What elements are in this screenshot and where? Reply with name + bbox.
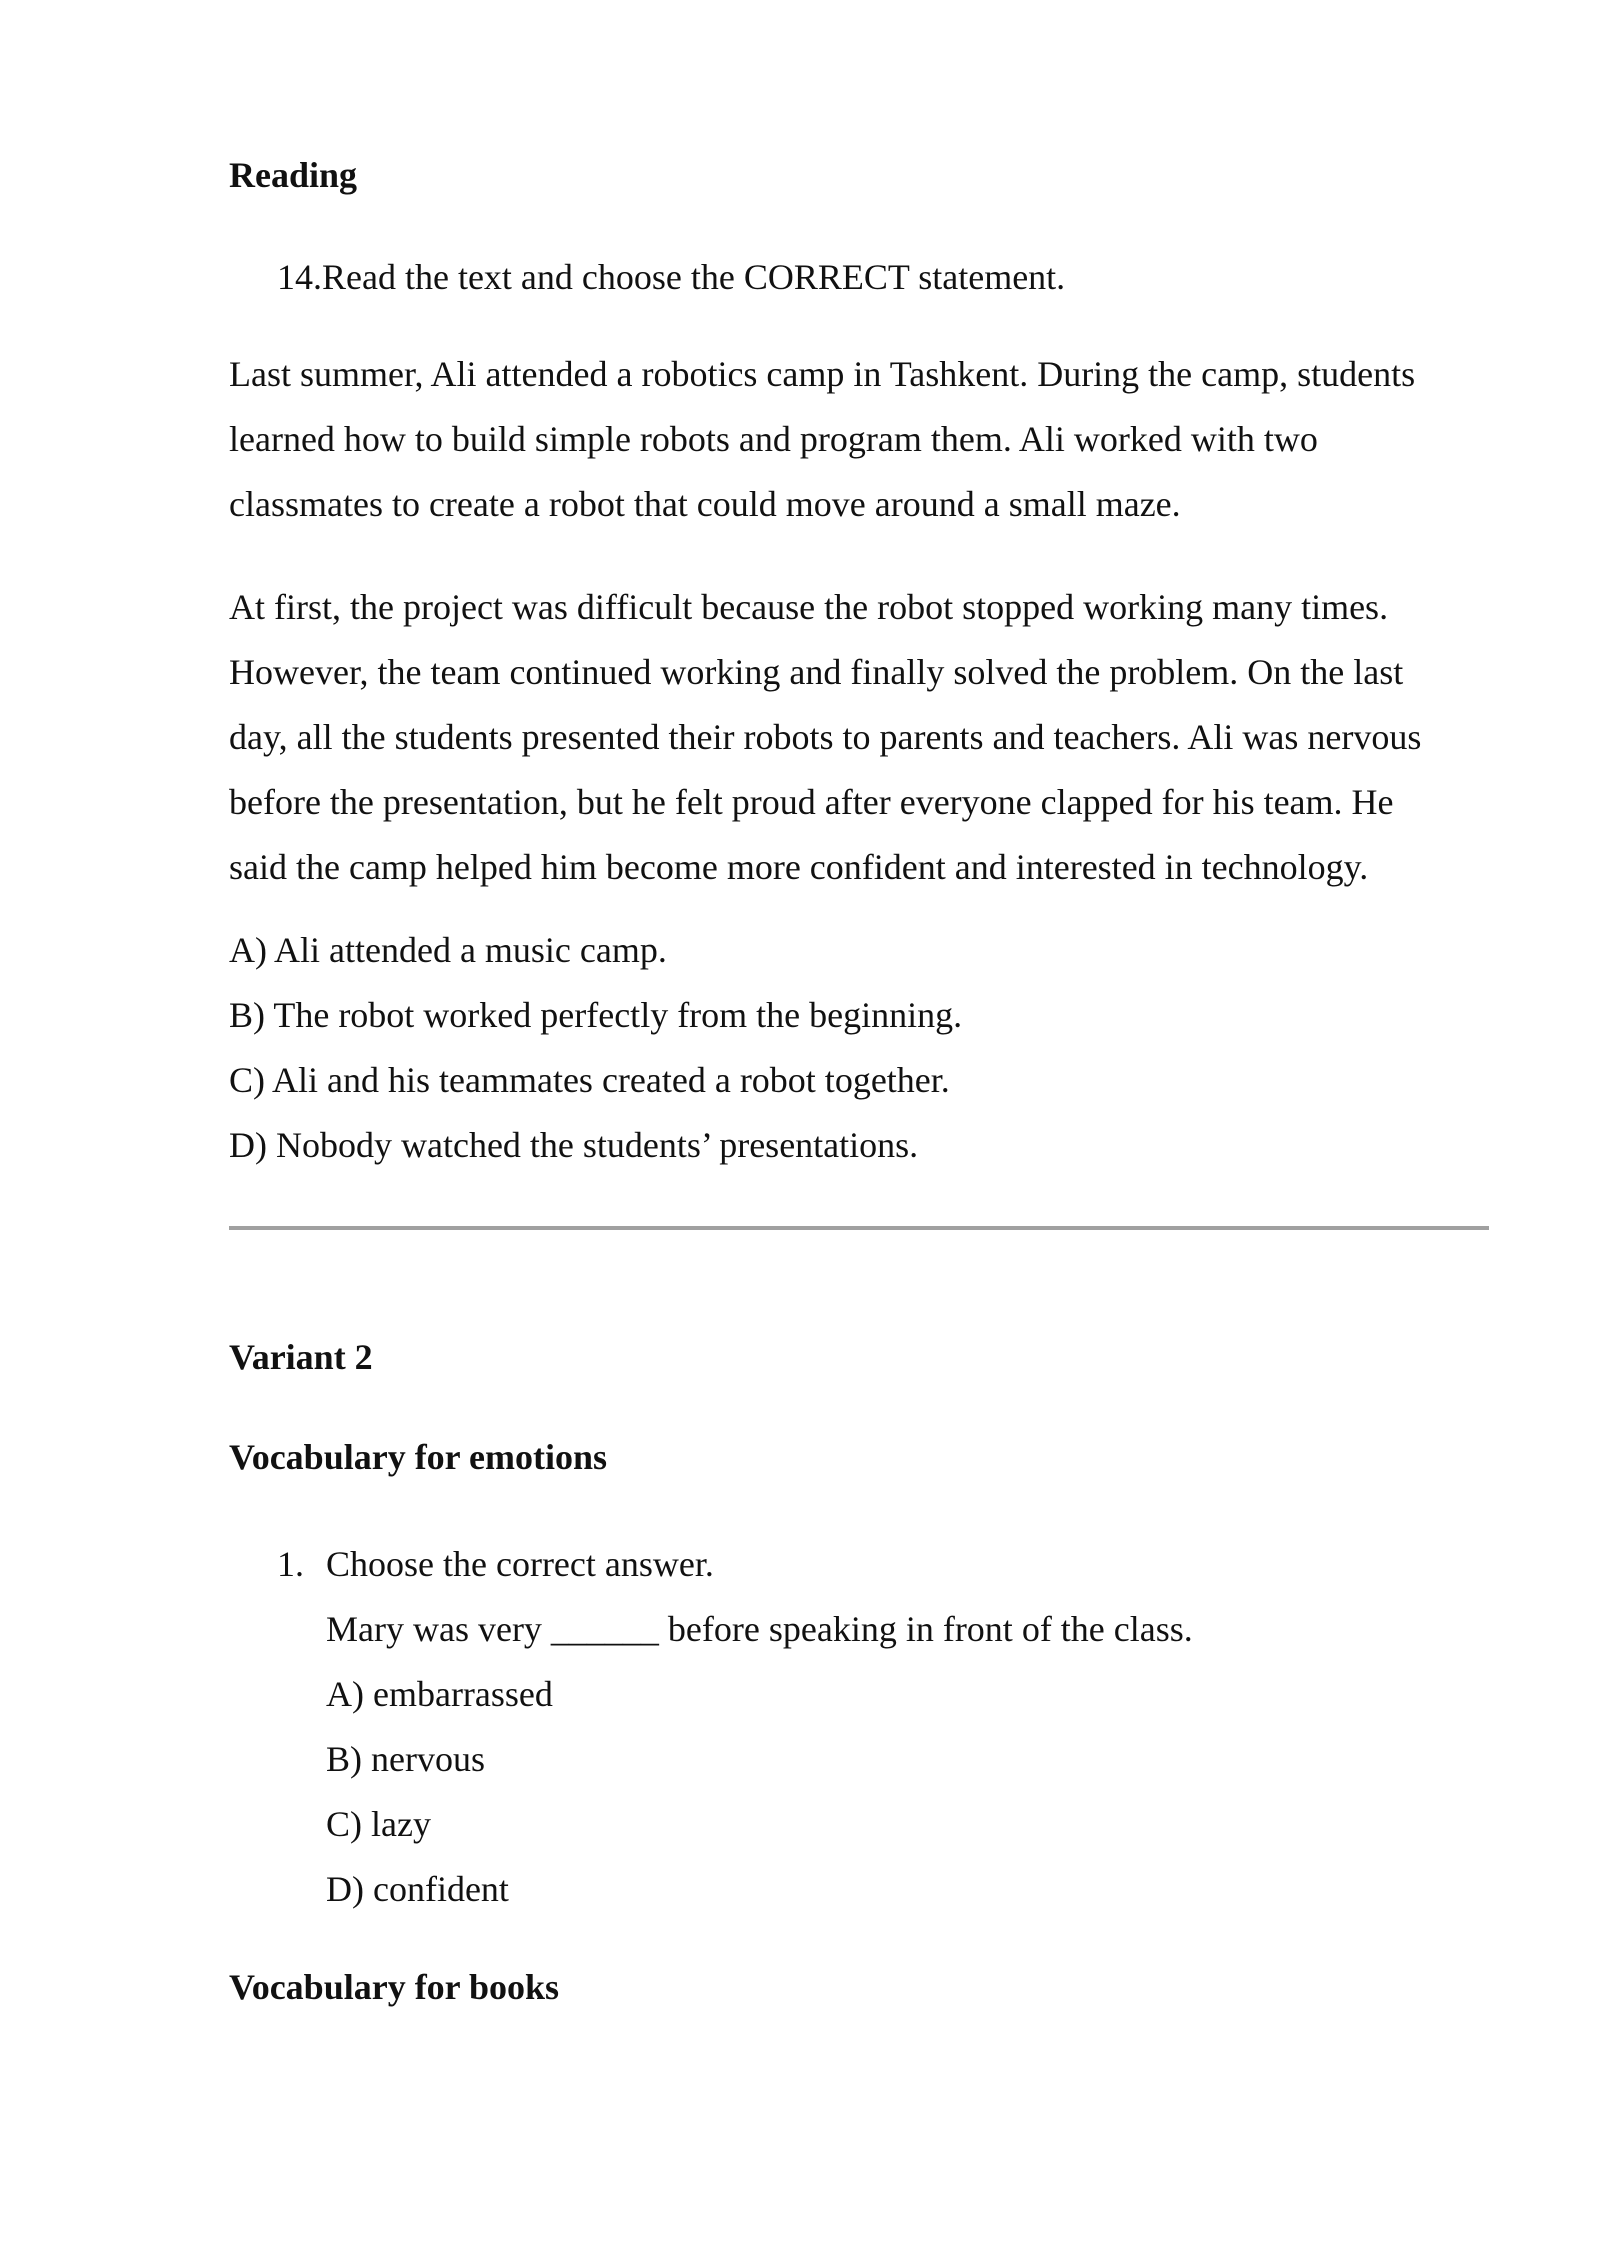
option-b: B) nervous	[326, 1739, 485, 1779]
reading-heading: Reading	[229, 155, 358, 195]
passage-line: At first, the project was difficult because the robot stopped working many times.	[229, 587, 1389, 627]
passage-line: learned how to build simple robots and program them. Ali worked with two	[229, 419, 1318, 459]
reading-passage-paragraph-2	[229, 575, 1489, 900]
passage-line: However, the team continued working and finally solved the problem. On the last	[229, 652, 1404, 692]
passage-line: said the camp helped him become more confident and interested in technology.	[229, 847, 1369, 887]
option-a: A) Ali attended a music camp.	[229, 930, 667, 970]
reading-passage-paragraph-1	[229, 342, 1489, 537]
emotions-question-1	[229, 1532, 1489, 1922]
option-d: D) confident	[326, 1869, 509, 1909]
option-a: A) embarrassed	[326, 1674, 553, 1714]
passage-line: before the presentation, but he felt proud after everyone clapped for his team. He	[229, 782, 1394, 822]
emotions-options	[326, 1662, 1489, 1922]
passage-line: classmates to create a robot that could move around a small maze.	[229, 484, 1181, 524]
variant-heading: Variant 2	[229, 1337, 373, 1377]
passage-line: day, all the students presented their robots to parents and teachers. Ali was nervous	[229, 717, 1422, 757]
option-b: B) The robot worked perfectly from the beginning.	[229, 995, 963, 1035]
option-d: D) Nobody watched the students’ presentations.	[229, 1125, 919, 1165]
question-number: 1.	[277, 1544, 304, 1584]
reading-options	[229, 918, 1489, 1178]
option-c: C) lazy	[326, 1804, 431, 1844]
option-c: C) Ali and his teammates created a robot together.	[229, 1060, 950, 1100]
document-content	[229, 148, 1489, 2014]
passage-line: Last summer, Ali attended a robotics camp in Tashkent. During the camp, students	[229, 354, 1416, 394]
question-instruction: Choose the correct answer.	[326, 1544, 714, 1584]
reading-question: 14.Read the text and choose the CORRECT statement.	[277, 257, 1066, 297]
emotions-heading: Vocabulary for emotions	[229, 1437, 607, 1477]
books-heading: Vocabulary for books	[229, 1967, 560, 2007]
question-sentence: Mary was very ______ before speaking in front of the class.	[326, 1609, 1193, 1649]
